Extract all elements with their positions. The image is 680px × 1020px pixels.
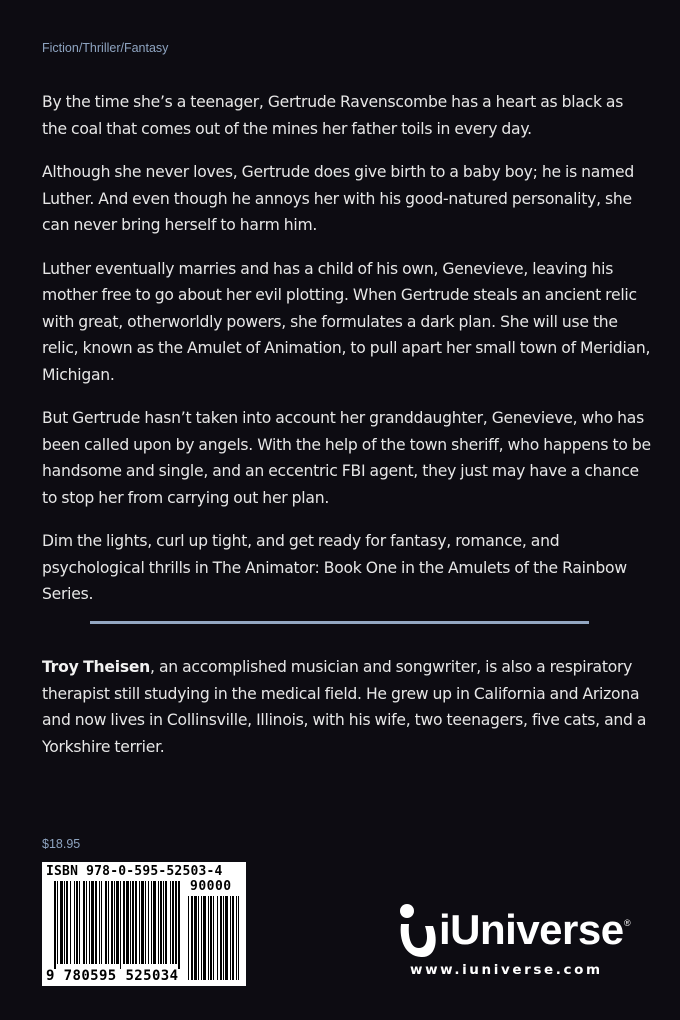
- author-bio-text: , an accomplished musician and songwriter, is also a respiratory therapist still studying in the medical field. He grew up in California and Arizona and now lives in Collinsville, Illinois, with his wife, two teenagers, five cats, and a Yorkshire terrier.: [42, 658, 647, 756]
- price-label: $18.95: [42, 837, 81, 851]
- barcode-bar: [225, 896, 228, 980]
- barcode-bar: [120, 881, 121, 969]
- barcode-bar: [236, 896, 237, 980]
- barcode-bar: [238, 896, 239, 980]
- isbn-text: ISBN 978-0-595-52503-4: [46, 864, 223, 879]
- author-bio: [42, 654, 657, 760]
- section-divider: [90, 621, 589, 624]
- blurb-paragraph-3: Luther eventually marries and has a child of his own, Genevieve, leaving his mother free to go about her evil plotting. When Gertrude steals an ancient relic with great, otherworldly powers, she formulates a dark plan. She will use the relic, known as the Amulet of Animation, to pull apart her small town of Meridian, Michigan.: [42, 259, 651, 384]
- publisher-website: www.iuniverse.com: [410, 962, 603, 978]
- barcode-bar: [203, 896, 206, 980]
- barcode-bar: [201, 896, 202, 980]
- publisher-name: iUniverse: [439, 906, 624, 953]
- barcode-bar: [89, 881, 90, 964]
- barcode-bar: [165, 881, 167, 964]
- blurb-paragraph-2: Although she never loves, Gertrude does give birth to a baby boy; he is named Luther. And even though he annoys her with his good-natured personality, she can never bring herself to harm him.: [42, 163, 635, 234]
- barcode-bar: [217, 896, 218, 980]
- barcode-bar: [141, 881, 144, 964]
- barcode-bar: [213, 896, 214, 980]
- barcode-bar: [170, 881, 171, 964]
- barcode-bar: [130, 881, 131, 964]
- barcode-bar: [123, 881, 125, 964]
- barcode-bar: [208, 896, 209, 980]
- barcode-bar: [74, 881, 75, 964]
- barcode-bar: [64, 881, 65, 964]
- genre-label: Fiction/Thriller/Fantasy: [42, 41, 169, 55]
- barcode-bar: [135, 881, 137, 964]
- barcode-bar: [83, 881, 85, 964]
- barcode-bar: [95, 881, 97, 964]
- iuniverse-mark-icon: [395, 902, 439, 962]
- barcode-bar: [191, 896, 193, 980]
- registered-mark: ®: [624, 918, 631, 928]
- barcode-bar: [105, 881, 107, 964]
- barcode-bar: [66, 881, 68, 964]
- blurb-paragraph-1: By the time she’s a teenager, Gertrude Ravenscombe has a heart as black as the coal that comes out of the mines her father toils in every day.: [42, 93, 624, 138]
- barcode-bar: [79, 881, 80, 964]
- barcode-bar: [163, 881, 164, 964]
- barcode-bar: [116, 881, 119, 964]
- barcode-bar: [70, 881, 71, 964]
- barcode-bar: [86, 881, 87, 964]
- barcode-supplement-digits: 90000: [190, 879, 232, 894]
- barcode-bar: [210, 896, 212, 980]
- barcode-bar: [220, 896, 222, 980]
- barcode-bar: [160, 881, 162, 964]
- barcode-bar: [158, 881, 159, 964]
- barcode-bar: [60, 881, 63, 964]
- barcode-bar: [153, 881, 156, 964]
- barcode-bar: [198, 896, 199, 980]
- barcode-ean-digits: 9 780595 525034: [46, 968, 179, 984]
- blurb-section: [42, 89, 652, 625]
- barcode-bar: [175, 881, 177, 964]
- barcode-bar: [172, 881, 174, 964]
- barcode-bar: [230, 896, 231, 980]
- barcode-bar: [178, 881, 180, 969]
- barcode-bar: [54, 881, 56, 969]
- barcode-bar: [111, 881, 113, 964]
- barcode-bar: [151, 881, 152, 964]
- barcode-bar: [188, 896, 189, 980]
- barcode-bar: [114, 881, 115, 964]
- blurb-paragraph-4: But Gertrude hasn’t taken into account her granddaughter, Genevieve, who has been called upon by angels. With the help of the town sheriff, who happens to be handsome and single, and an eccentric FBI agent, they just may have a chance to stop her from carrying out her plan.: [42, 409, 651, 507]
- barcode-bar: [223, 896, 224, 980]
- barcode-bar: [126, 881, 129, 964]
- isbn-barcode: [42, 862, 246, 986]
- barcode-bar: [57, 881, 58, 964]
- barcode-bar: [108, 881, 109, 964]
- barcode-bar: [91, 881, 94, 964]
- barcode-bar: [101, 881, 102, 964]
- barcode-bar: [232, 896, 234, 980]
- author-name: Troy Theisen: [42, 658, 151, 676]
- barcode-bar: [139, 881, 140, 964]
- barcode-bar: [132, 881, 134, 964]
- barcode-bar: [148, 881, 149, 964]
- barcode-bar: [145, 881, 146, 964]
- barcode-bar: [194, 896, 197, 980]
- barcode-bar: [76, 881, 78, 964]
- barcode-bar: [99, 881, 100, 964]
- blurb-paragraph-5: Dim the lights, curl up tight, and get ready for fantasy, romance, and psychological thrills in The Animator: Book One in the Amulets of the Rainbow Series.: [42, 532, 627, 603]
